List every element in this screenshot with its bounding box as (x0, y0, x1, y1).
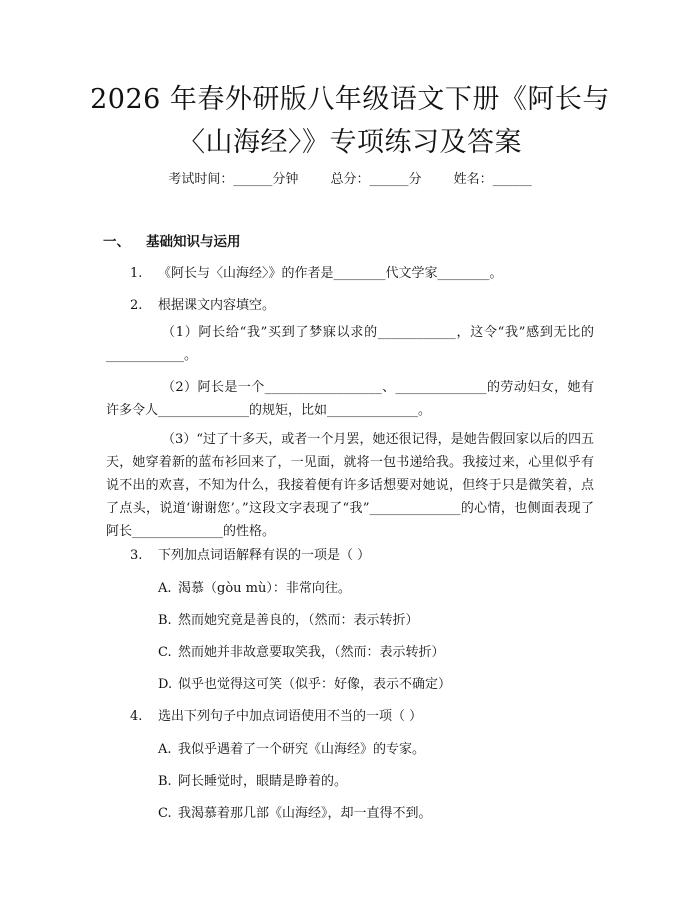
option-text: 我渴慕着那几部《山海经》，却一直得不到。 (178, 806, 432, 821)
question-number: 1. (130, 266, 143, 281)
question-text: 根据课文内容填空。 (158, 298, 276, 313)
student-name-field: 姓名：______ (453, 172, 532, 187)
option-letter: C. (158, 645, 172, 660)
option-text: 然而她并非故意要取笑我，（然而：表示转折） (178, 645, 445, 660)
fill-item-1: （1）阿长给“我”买到了梦寐以求的____________，这令“我”感到无比的____________。 (106, 325, 594, 363)
section-title: 基础知识与运用 (146, 234, 241, 250)
question-number: 2. (130, 298, 143, 313)
question-4 (130, 705, 422, 724)
question-text: 《阿长与〈山海经〉》的作者是________代文学家________。 (158, 266, 503, 281)
option-letter: A. (158, 581, 172, 596)
total-score-field: 总分：______分 (330, 172, 422, 187)
question-number: 4. (130, 709, 143, 724)
q3-option-a (158, 577, 351, 596)
question-3 (130, 544, 370, 563)
q4-option-a (158, 738, 425, 757)
fill-item-2: （2）阿长是一个__________________、______________的劳动妇女，她有许多令人______________的规矩，比如______________。 (106, 380, 594, 418)
option-letter: D. (158, 677, 173, 692)
q3-option-d (158, 673, 451, 692)
question-number: 3. (130, 548, 143, 563)
option-text: 我似乎遇着了一个研究《山海经》的专家。 (178, 742, 426, 757)
option-letter: B. (158, 613, 172, 628)
title-line-1: 2026 年春外研版八年级语文下册《阿长与 (90, 84, 610, 115)
q3-option-b (158, 609, 419, 628)
q3-option-c (158, 641, 445, 660)
page-title (60, 78, 640, 164)
exam-info (0, 168, 700, 187)
q4-option-b (158, 770, 347, 789)
q4-option-c (158, 802, 432, 821)
option-text: 渴慕（gòu mù）：非常向往。 (178, 581, 351, 596)
question-2 (130, 294, 275, 313)
title-line-2: 〈山海经〉》专项练习及答案 (178, 127, 522, 158)
exam-time-field: 考试时间：______分钟 (168, 172, 299, 187)
option-letter: B. (158, 774, 172, 789)
option-letter: A. (158, 742, 172, 757)
option-text: 阿长睡觉时，眼睛是睁着的。 (178, 774, 348, 789)
option-text: 似乎也觉得这可笑（似乎：好像，表示不确定） (178, 677, 452, 692)
option-text: 然而她究竟是善良的，（然而：表示转折） (178, 613, 419, 628)
question-1 (130, 262, 503, 281)
fill-item-3: （3）“过了十多天，或者一个月罢，她还很记得，是她告假回家以后的四五天，她穿着新的蓝布衫回来了，一见面，就将一包书递给我。我接过来，心里似乎有说不出的欢喜，不知为什么，我接着便有许多话想要对她说，但终于只是微笑着，点了点头，说道‘谢谢您’。”这段文字表现了“我”______________的心情，也侧面表现了阿长______________的性格。 (106, 432, 594, 539)
section-number: 一、 (103, 234, 130, 250)
option-letter: C. (158, 806, 172, 821)
question-text: 选出下列句子中加点词语使用不当的一项（ ） (158, 709, 423, 724)
section-heading (103, 230, 241, 250)
question-text: 下列加点词语解释有误的一项是（ ） (158, 548, 371, 563)
